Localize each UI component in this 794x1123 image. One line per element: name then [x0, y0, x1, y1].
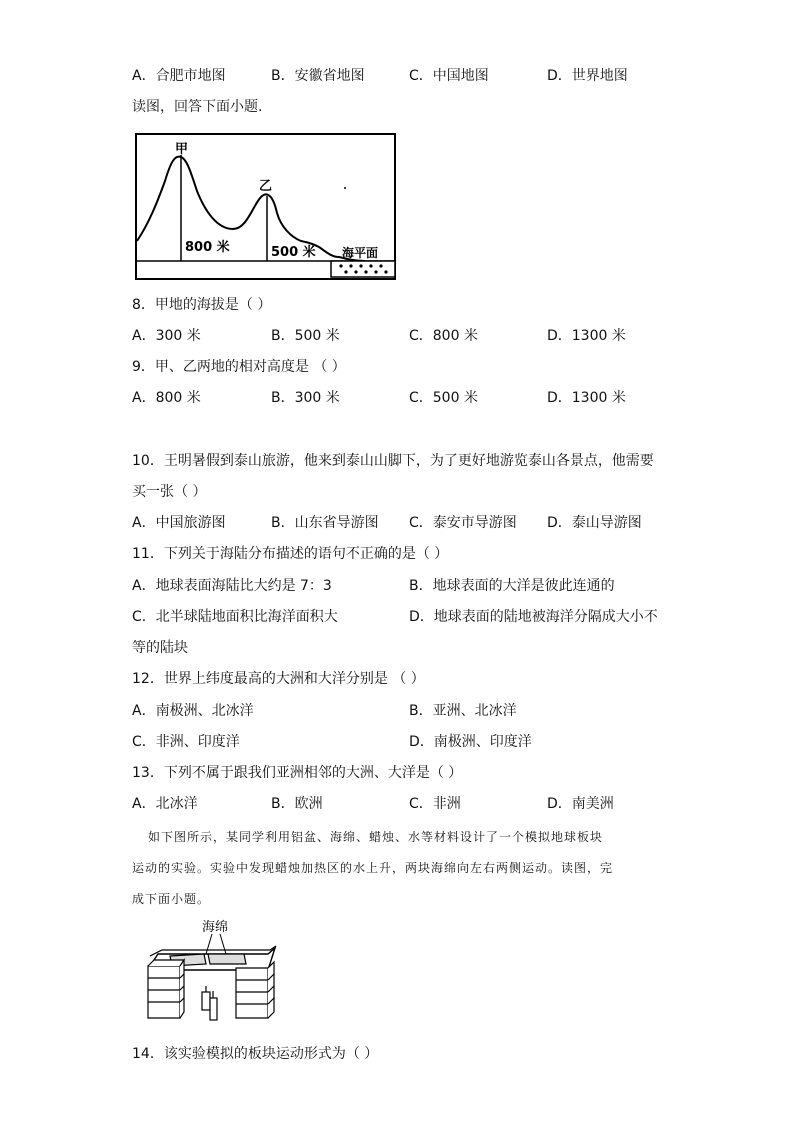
q13-option-b: B．欧洲: [271, 796, 323, 812]
q9-option-b: B．300 米: [271, 390, 340, 406]
q9-option-c: C．500 米: [409, 390, 478, 406]
intro2-line2: 运动的实验。实验中发现蜡烛加热区的水上升，两块海绵向左右两侧运动。读图，完: [132, 861, 614, 875]
terrain-profile-figure: [135, 133, 397, 281]
q8-option-c: C．800 米: [409, 328, 478, 344]
intro2-line1: 如下图所示，某同学利用铝盆、海绵、蜡烛、水等材料设计了一个模拟地球板块: [148, 830, 604, 844]
q12-option-b: B．亚洲、北冰洋: [409, 703, 517, 719]
q7-option-b: B．安徽省地图: [271, 68, 365, 84]
label-height-a: 800 米: [185, 240, 230, 255]
q10-stem-line1: 10．王明暑假到泰山旅游，他来到泰山山脚下，为了更好地游览泰山各景点，他需要: [132, 453, 654, 469]
q12-stem: 12．世界上纬度最高的大洲和大洋分别是 （ ）: [132, 671, 425, 687]
q13-stem: 13．下列不属于跟我们亚洲相邻的大洲、大洋是（ ）: [132, 765, 463, 781]
label-sea-level: 海平面: [342, 246, 379, 260]
q14-stem: 14．该实验模拟的板块运动形式为（ ）: [132, 1046, 379, 1062]
label-sponge: 海绵: [202, 920, 229, 935]
q11-stem: 11．下列关于海陆分布描述的语句不正确的是（ ）: [132, 546, 449, 562]
q11-option-d-continued: 等的陆块: [132, 640, 188, 656]
q13-option-c: C．非洲: [409, 796, 461, 812]
label-peak-b: 乙: [259, 179, 273, 194]
q12-option-d: D．南极洲、印度洋: [409, 734, 532, 750]
q8-option-b: B．500 米: [271, 328, 340, 344]
q11-option-c: C．北半球陆地面积比海洋面积大: [132, 609, 338, 625]
q10-option-d: D．泰山导游图: [547, 515, 642, 531]
q9-stem: 9．甲、乙两地的相对高度是 （ ）: [132, 359, 346, 375]
q8-stem: 8．甲地的海拔是（ ）: [132, 297, 272, 313]
q9-option-d: D．1300 米: [547, 390, 626, 406]
intro-read-figure: 读图，回答下面小题.: [132, 99, 263, 115]
q12-option-a: A．南极洲、北冰洋: [132, 703, 254, 719]
q7-option-a: A．合肥市地图: [132, 68, 226, 84]
label-height-b: 500 米: [271, 245, 316, 260]
q10-option-c: C．泰安市导游图: [409, 515, 517, 531]
q11-option-b: B．地球表面的大洋是彼此连通的: [409, 578, 615, 594]
q7-option-c: C．中国地图: [409, 68, 489, 84]
q10-option-b: B．山东省导游图: [271, 515, 379, 531]
q8-option-d: D．1300 米: [547, 328, 626, 344]
q8-option-a: A．300 米: [132, 328, 201, 344]
q12-option-c: C．非洲、印度洋: [132, 734, 240, 750]
q11-option-a: A．地球表面海陆比大约是 7：3: [132, 578, 332, 594]
q13-option-a: A．北冰洋: [132, 796, 198, 812]
intro2-line3: 成下面小题。: [132, 892, 211, 906]
q10-option-a: A．中国旅游图: [132, 515, 226, 531]
label-peak-a: 甲: [175, 142, 189, 157]
q9-option-a: A．800 米: [132, 390, 201, 406]
q10-stem-line2: 买一张（ ）: [132, 484, 207, 500]
q11-option-d: D．地球表面的陆地被海洋分隔成大小不: [409, 609, 658, 625]
q7-option-d: D．世界地图: [547, 68, 628, 84]
q13-option-d: D．南美洲: [547, 796, 614, 812]
experiment-figure: [140, 918, 285, 1026]
